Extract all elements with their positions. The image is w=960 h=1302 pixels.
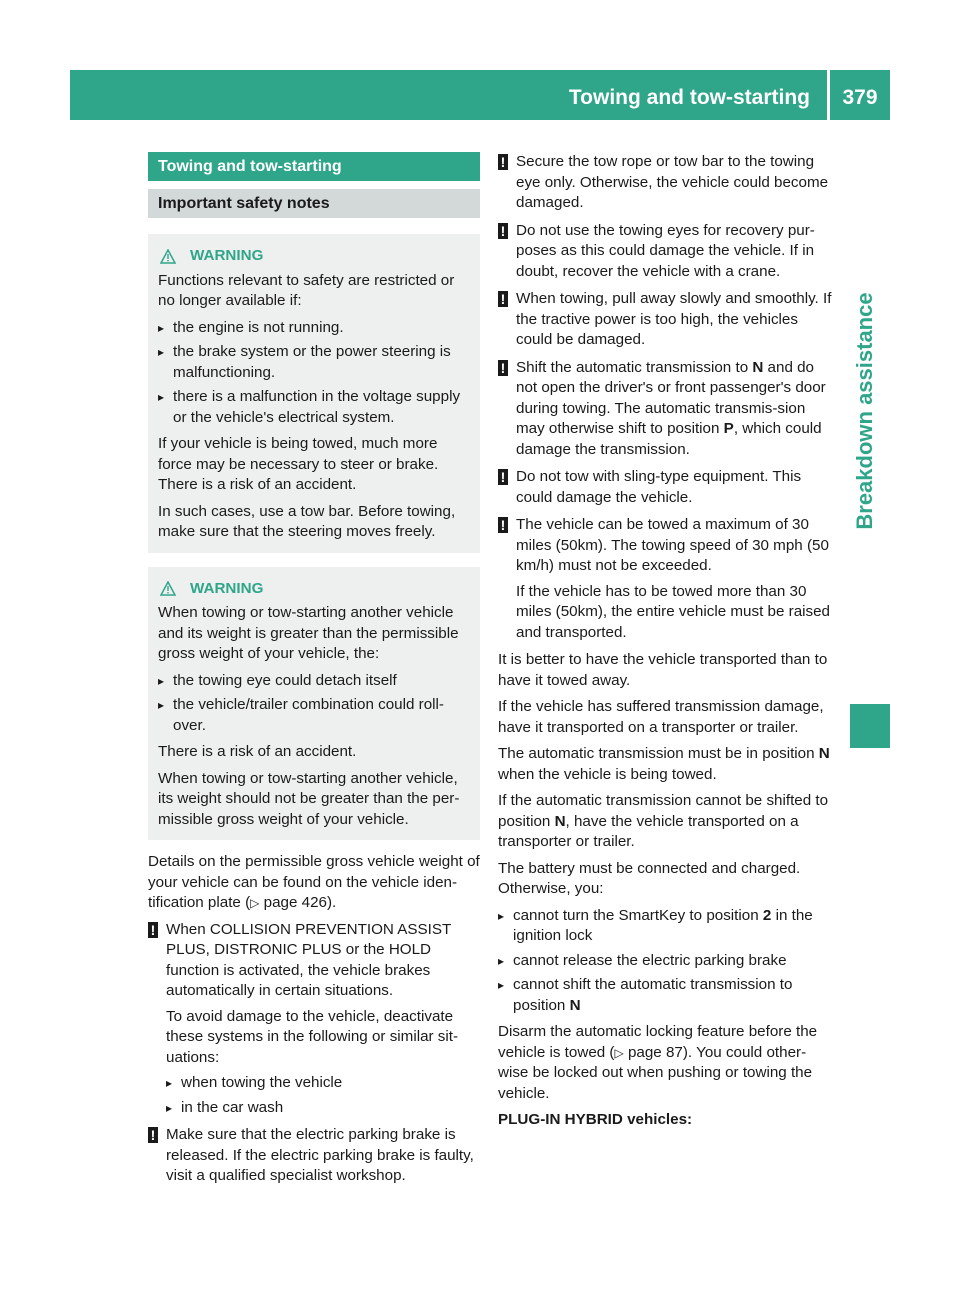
warning-triangle-icon [160, 249, 176, 264]
warning-label: WARNING [190, 579, 264, 597]
note-list [166, 1073, 480, 1118]
exclamation-icon: ! [498, 154, 508, 170]
page-reference[interactable]: page 87 [627, 1043, 683, 1061]
exclamation-icon: ! [498, 291, 508, 307]
header-title: Towing and tow-starting [568, 86, 810, 109]
note-text: Do not use the towing eyes for recovery pur-poses as this could damage the vehicle. If in doubt, recover the vehicle with a crane. [516, 221, 815, 280]
note-text: If the vehicle has to be towed more than 30 miles (50km), the entire vehicle must be raised and transported. [516, 582, 830, 641]
right-triangle-icon: ▷ [614, 1045, 624, 1060]
list-item: ▸ there is a malfunction in the voltage supply or the vehicle's electrical system. [158, 387, 470, 428]
list-item: ▸ the vehicle/trailer combination could roll-over. [158, 695, 470, 736]
note [498, 152, 834, 214]
note-text: Make sure that the electric parking brake is released. If the electric parking brake is faulty, visit a qualified specialist workshop. [166, 1126, 474, 1184]
note-text: When towing, pull away slowly and smoothly. If the tractive power is too high, the vehicles could be damaged. [516, 290, 832, 348]
body-paragraph: If the vehicle has suffered transmission damage, have it transported on a transporter or trailer. [498, 698, 824, 736]
list-item: ▸ the towing eye could detach itself [158, 671, 470, 692]
note [498, 358, 834, 461]
body-paragraph: The automatic transmission must be in position N when the vehicle is being towed. [498, 745, 830, 783]
section-title: Towing and tow-starting [148, 152, 480, 181]
note-text: To avoid damage to the vehicle, deactivate these systems in the following or similar sit-uations: [166, 1007, 459, 1066]
right-triangle-icon: ▷ [250, 896, 260, 910]
exclamation-icon: ! [498, 469, 508, 485]
warning-list [158, 318, 470, 429]
note-text: Shift the automatic transmission to N and do not open the driver's or front passenger's door during towing. The automatic transmis-sion may otherwise shift to position P, which could damage the transmission. [516, 358, 826, 458]
exclamation-icon: ! [498, 517, 508, 533]
warning-text: In such cases, use a tow bar. Before towing, make sure that the steering moves freely. [158, 502, 456, 540]
list-item: ▸ cannot turn the SmartKey to position 2 in the ignition lock [498, 906, 834, 947]
exclamation-icon: ! [498, 360, 508, 376]
note-text: The vehicle can be towed a maximum of 30 miles (50km). The towing speed of 30 mph (50 km/h) must not be exceeded. [516, 516, 829, 574]
right-column [498, 152, 834, 1137]
warning-list [158, 671, 470, 737]
list-item: ▸ cannot release the electric parking brake [498, 951, 834, 972]
list-item: ▸ in the car wash [166, 1098, 480, 1119]
warning-heading [158, 246, 470, 267]
list-item: ▸ cannot shift the automatic transmission to position N [498, 975, 834, 1016]
body-paragraph: Details on the permissible gross vehicle weight of your vehicle can be found on the vehicle iden-tification plate (▷ page 426). [148, 853, 480, 911]
note [148, 1125, 480, 1187]
body-paragraph: The battery must be connected and charged. Otherwise, you: [498, 859, 801, 897]
note-text: Secure the tow rope or tow bar to the towing eye only. Otherwise, the vehicle could become damaged. [516, 153, 829, 211]
exclamation-icon: ! [148, 922, 158, 938]
page-number: 379 [842, 86, 878, 109]
note [498, 467, 834, 508]
left-column [148, 152, 480, 1194]
list-item: ▸ the engine is not running. [158, 318, 470, 339]
page-reference[interactable]: page 426 [263, 894, 327, 911]
side-tab [840, 122, 890, 700]
body-paragraph: If the automatic transmission cannot be shifted to position N, have the vehicle transported on a transporter or trailer. [498, 792, 829, 850]
note [498, 221, 834, 283]
note-text: Do not tow with sling-type equipment. This could damage the vehicle. [516, 468, 802, 506]
warning-text: If your vehicle is being towed, much more force may be necessary to steer or brake. There is a risk of an accident. [158, 435, 439, 493]
side-tab-label: Breakdown assistance [852, 292, 877, 530]
note [498, 289, 834, 351]
warning-heading [158, 579, 470, 600]
body-paragraph: Disarm the automatic locking feature before the vehicle is towed (▷ page 87). You could other-wise be locked out when pushing or towing the vehicle. [498, 1023, 818, 1102]
warning-text: Functions relevant to safety are restricted or no longer available if: [158, 271, 455, 309]
note-text: When COLLISION PREVENTION ASSIST PLUS, DISTRONIC PLUS or the HOLD function is activated, the vehicle brakes automatically in certain situations. [166, 920, 451, 999]
bullet-list [498, 906, 834, 1017]
exclamation-icon: ! [148, 1127, 158, 1143]
subheading: PLUG-IN HYBRID vehicles: [498, 1111, 693, 1128]
note [498, 515, 834, 643]
warning-text: When towing or tow-starting another vehicle, its weight should not be greater than the per-missible gross weight of your vehicle. [158, 769, 460, 828]
warning-label: WARNING [190, 247, 264, 264]
page-header [70, 70, 890, 120]
subsection-title: Important safety notes [148, 189, 480, 218]
warning-triangle-icon [160, 581, 176, 596]
list-item: ▸ when towing the vehicle [166, 1073, 480, 1094]
warning-box [148, 234, 480, 553]
list-item: ▸ the brake system or the power steering is malfunctioning. [158, 342, 470, 383]
body-paragraph: It is better to have the vehicle transported than to have it towed away. [498, 651, 828, 689]
warning-box [148, 567, 480, 841]
warning-text: When towing or tow-starting another vehicle and its weight is greater than the permissible gross weight of your vehicle, the: [158, 604, 459, 662]
warning-text: There is a risk of an accident. [158, 743, 357, 760]
note [148, 920, 480, 1119]
exclamation-icon: ! [498, 223, 508, 239]
side-tab-marker [850, 704, 890, 748]
